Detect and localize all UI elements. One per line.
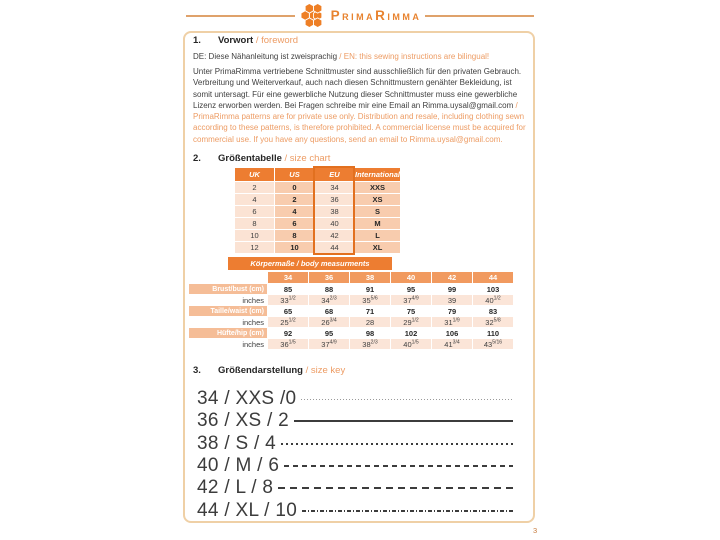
size-header-row — [189, 272, 514, 284]
size-key-line-dashdot — [302, 510, 513, 512]
measurement-cell: 91 — [350, 284, 391, 295]
size-cell: 12 — [235, 242, 275, 254]
size-header-cell: 44 — [473, 272, 514, 284]
size-cell: 2 — [275, 194, 315, 206]
measurement-row — [189, 317, 514, 328]
measurement-cell: $40^{1/5}$ — [391, 339, 432, 350]
measurement-cell: 103 — [473, 284, 514, 295]
measurement-cell: $41^{3/4}$ — [432, 339, 473, 350]
measurement-cell: $36^{1/5}$ — [268, 339, 309, 350]
size-key-label: 34 / XXS /0 — [197, 388, 297, 410]
measurement-cell: 95 — [309, 328, 350, 339]
size-key-label: 42 / L / 8 — [197, 477, 274, 499]
size-cell: 6 — [235, 206, 275, 218]
size-cell: 2 — [235, 182, 275, 194]
column-header: US — [275, 168, 315, 182]
measurement-cell: 88 — [309, 284, 350, 295]
measurement-cell: 99 — [432, 284, 473, 295]
measurement-cell: $32^{5/8}$ — [473, 317, 514, 328]
column-header: UK — [235, 168, 275, 182]
size-key-line-dash2 — [278, 487, 513, 489]
measurement-label: inches — [189, 317, 268, 328]
size-cell: S — [355, 206, 401, 218]
measurement-cell: 39 — [432, 295, 473, 306]
measurement-cell: 102 — [391, 328, 432, 339]
measurement-row — [189, 295, 514, 306]
measurement-cell: $25^{1/2}$ — [268, 317, 309, 328]
section-2-heading — [193, 153, 330, 164]
size-key-list — [197, 388, 513, 522]
section-3-title-en: / size key — [302, 365, 346, 376]
size-key-line-fine — [301, 399, 513, 400]
table-row — [235, 194, 401, 206]
size-cell: XXS — [355, 182, 401, 194]
size-key-label: 38 / S / 4 — [197, 432, 277, 454]
size-header-cell: 34 — [268, 272, 309, 284]
section-1-title-en: / foreword — [253, 35, 299, 46]
measurement-cell: $43^{5/16}$ — [473, 339, 514, 350]
size-key-label: 40 / M / 6 — [197, 455, 280, 477]
size-cell: 8 — [235, 218, 275, 230]
page-number: 3 — [533, 526, 538, 535]
table-row — [235, 206, 401, 218]
section-3-heading — [193, 365, 345, 376]
table-row — [235, 230, 401, 242]
size-header-cell: 42 — [432, 272, 473, 284]
foreword-paragraph-en: / PrimaRimma patterns are for private use only. Distribution and resale, including clothing sewn according to these patterns, is therefore prohibited. A commercial license must be acquired for commercial use. If you have any questions, send an email to Rimma.uysal@gmail.com. — [193, 100, 526, 144]
logo-left-rule — [186, 15, 295, 17]
size-key-label: 36 / XS / 2 — [197, 410, 290, 432]
size-key-entry — [197, 455, 513, 477]
size-header-cell: 38 — [350, 272, 391, 284]
size-key-label: 44 / XL / 10 — [197, 499, 298, 521]
logo-text: PrimaRimma — [330, 8, 422, 23]
measurement-cell: $38^{2/3}$ — [350, 339, 391, 350]
measurement-row — [189, 306, 514, 317]
section-2-title-de: Größentabelle — [218, 153, 282, 164]
size-key-entry — [197, 410, 513, 432]
size-cell: 0 — [275, 182, 315, 194]
measurement-cell: 92 — [268, 328, 309, 339]
measurement-cell: 68 — [309, 306, 350, 317]
measurement-label: inches — [189, 295, 268, 306]
size-cell: 4 — [275, 206, 315, 218]
corner-cell — [189, 272, 268, 284]
table-row — [235, 182, 401, 194]
size-cell: L — [355, 230, 401, 242]
measurement-cell: 106 — [432, 328, 473, 339]
measurement-cell: 95 — [391, 284, 432, 295]
measurement-label: Hüfte/hip (cm) — [189, 328, 268, 339]
measurement-cell: 79 — [432, 306, 473, 317]
measurement-cell: 110 — [473, 328, 514, 339]
measurement-row — [189, 339, 514, 350]
size-key-line-dash — [284, 465, 513, 467]
measurement-cell: $26^{3/4}$ — [309, 317, 350, 328]
measurement-label: Taille/waist (cm) — [189, 306, 268, 317]
measurement-cell: $37^{4/9}$ — [309, 339, 350, 350]
section-2-title-en: / size chart — [281, 153, 331, 164]
section-1-number: 1. — [193, 35, 201, 46]
bilingual-note-de: DE: Diese Nähanleitung ist zweisprachig — [193, 52, 338, 61]
measurement-row — [189, 328, 514, 339]
size-key-entry — [197, 477, 513, 499]
size-cell: 42 — [315, 230, 355, 242]
column-header: EU — [315, 168, 355, 182]
size-conversion-header — [235, 168, 401, 182]
section-2-number: 2. — [193, 153, 201, 164]
size-cell: 36 — [315, 194, 355, 206]
measurement-cell: $34^{2/3}$ — [309, 295, 350, 306]
logo-right-rule — [425, 15, 534, 17]
measurement-cell: $40^{1/2}$ — [473, 295, 514, 306]
logo — [186, 2, 534, 29]
size-header-cell: 36 — [309, 272, 350, 284]
measurement-cell: $31^{1/9}$ — [432, 317, 473, 328]
bilingual-note — [193, 52, 489, 61]
size-cell: 44 — [315, 242, 355, 254]
measurement-label: Brust/bust (cm) — [189, 284, 268, 295]
column-header: International — [355, 168, 401, 182]
size-conversion-table — [234, 167, 401, 254]
size-cell: 40 — [315, 218, 355, 230]
measurement-cell: $35^{5/6}$ — [350, 295, 391, 306]
section-1-heading — [193, 35, 298, 46]
measurement-label: inches — [189, 339, 268, 350]
size-cell: 10 — [275, 242, 315, 254]
section-3-number: 3. — [193, 365, 201, 376]
size-cell: 10 — [235, 230, 275, 242]
measurement-cell: 83 — [473, 306, 514, 317]
size-cell: XS — [355, 194, 401, 206]
size-key-line-solid — [294, 420, 513, 422]
size-cell: 38 — [315, 206, 355, 218]
size-key-entry — [197, 499, 513, 521]
size-key-line-dot — [281, 443, 513, 445]
measurement-cell: 71 — [350, 306, 391, 317]
measurement-cell: 65 — [268, 306, 309, 317]
foreword-paragraph-de: Unter PrimaRimma vertriebene Schnittmuster sind ausschließlich für den privaten Gebrauch. Verbreitung und Weiterverkauf, auch nach diesen Schnittmustern genähter Bekleidung, ist somit untersagt. Für eine gewerbliche Nutzung dieser Schnittmuster muss eine gewerbliche Lizenz erworben werden. Bei Fragen schreibe mir eine Email an Rimma.uysal@gmail.com — [193, 67, 522, 110]
size-key-entry — [197, 433, 513, 455]
measurement-cell: 98 — [350, 328, 391, 339]
size-conversion-header-row — [235, 168, 401, 182]
body-measurements-band: Körpermaße / body measurments — [228, 257, 392, 270]
size-cell: 34 — [315, 182, 355, 194]
measurement-cell: $33^{1/2}$ — [268, 295, 309, 306]
size-cell: 6 — [275, 218, 315, 230]
measurement-cell: $29^{1/2}$ — [391, 317, 432, 328]
measurement-cell: 28 — [350, 317, 391, 328]
measurement-cell: 75 — [391, 306, 432, 317]
measurement-row — [189, 284, 514, 295]
measurement-cell: $37^{4/9}$ — [391, 295, 432, 306]
measurement-cell: 85 — [268, 284, 309, 295]
size-header-cell: 40 — [391, 272, 432, 284]
size-cell: M — [355, 218, 401, 230]
section-3-title-de: Größendarstellung — [218, 365, 303, 376]
honeycomb-logo-icon — [301, 3, 326, 28]
bilingual-note-en: / EN: this sewing instructions are bilingual! — [337, 52, 490, 61]
size-cell: 4 — [235, 194, 275, 206]
table-row — [235, 242, 401, 254]
table-row — [235, 218, 401, 230]
size-cell: 8 — [275, 230, 315, 242]
section-1-title-de: Vorwort — [218, 35, 254, 46]
body-measurements-table — [188, 271, 514, 350]
foreword-paragraph — [193, 66, 527, 145]
size-key-entry — [197, 388, 513, 410]
size-cell: XL — [355, 242, 401, 254]
